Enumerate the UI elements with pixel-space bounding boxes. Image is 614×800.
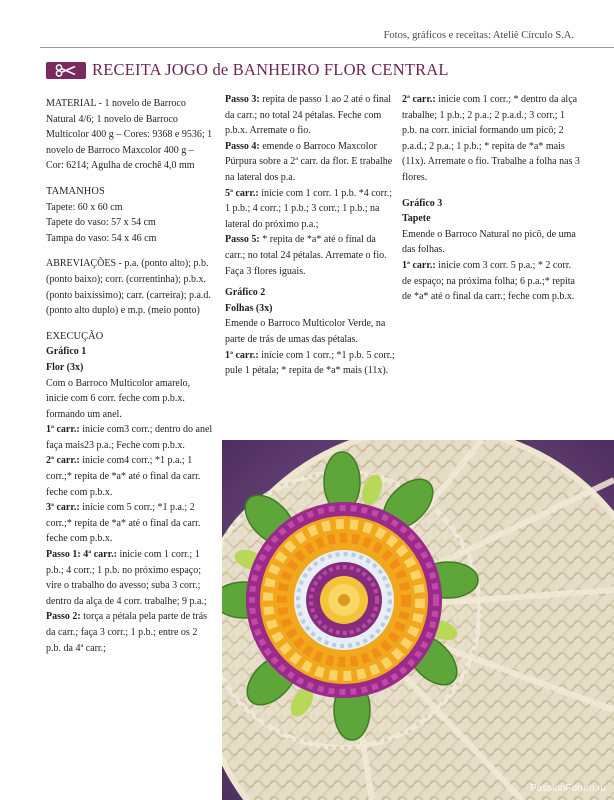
step-row-passo-2: [46, 609, 214, 656]
step-text: torça a pétala pela parte de trás da carr.; faça 3 corr.; 1 p.b.; entre os 2 p.b. da 4ª carr.;: [46, 611, 208, 654]
crochet-flower-photo: [222, 440, 614, 800]
step-label: 1ª carr.:: [402, 259, 436, 271]
step-row-passo-3: [225, 92, 395, 139]
grafico-3-heading: Gráfico 3: [402, 197, 443, 209]
tamanho-tampa-vaso: Tampa do vaso: 54 x 46 cm: [46, 232, 157, 244]
folhas-intro: Emende o Barroco Multicolor Verde, na parte de trás de umas das pétalas.: [225, 318, 386, 345]
step-label: 1ª carr.:: [46, 424, 80, 436]
column-2: [225, 92, 395, 379]
step-text: inicie com4 corr.; *1 p.a.; 1 corr.;* repita de *a* até o final da carr. feche com p.b.x.: [46, 455, 201, 498]
watermark: PassionForum.ru: [529, 783, 606, 794]
step-label: 2ª carr.:: [46, 455, 80, 467]
step-text: inicie com3 corr.; dentro do anel faça mais23 p.a.; Feche com p.b.x.: [46, 424, 213, 451]
tamanho-tapete-vaso: Tapete do vaso: 57 x 54 cm: [46, 217, 156, 229]
step-row-3: [46, 500, 214, 547]
step-row-2: [46, 453, 214, 500]
crochet-illustration: [222, 440, 614, 800]
flor-intro: Com o Barroco Multicolor amarelo, inicie com 6 corr. feche com p.b.x. formando um anel.: [46, 377, 191, 420]
step-label: Passo 5:: [225, 234, 260, 246]
step-row-5: [225, 186, 395, 233]
step-label: Passo 3:: [225, 94, 260, 105]
tapete-intro: Emende o Barroco Natural no picô, de uma das folhas.: [402, 228, 576, 256]
step-row-1: [46, 422, 214, 453]
step-label: 5ª carr.:: [225, 187, 259, 199]
recipe-title-row: [46, 60, 604, 80]
step-row-passo-5: [225, 232, 395, 279]
recipe-title: RECEITA JOGO de BANHEIRO FLOR CENTRAL: [92, 60, 449, 79]
step-text: inicie com 5 corr.; *1 p.a.; 2 corr.;* repita de *a* até o final da carr. feche com p.b.x.: [46, 502, 201, 545]
step-label: 2ª carr.:: [402, 94, 436, 105]
step-text: emende o Barroco Maxcolor Púrpura sobre a 2ª carr. da flor. E trabalhe na lateral dos p.a.: [225, 140, 393, 183]
step-text: inície com 1 corr.; *1 p.b. 5 corr.; pule 1 pétala; * repita de *a* mais (11x).: [225, 349, 395, 377]
tamanho-tapete: Tapete: 60 x 60 cm: [46, 201, 123, 213]
step-label: Passo 2:: [46, 611, 81, 623]
column-1: [46, 96, 214, 656]
flor-heading: Flor (3x): [46, 361, 84, 373]
step-text: inicie com 1 corr.; * dentro da alça trabalhe; 1 p.b.; 2 p.a.; 2 p.a.d.; 3 corr.; 1 p.b. na corr. inicial formando um picô; 2 p.a.d.; 2 p.a.; 1 p.b.; * repita de *a* mais (11x). Arremate o fio. Trabalhe a folha nas 3 flores.: [402, 94, 580, 183]
grafico-2-heading: Gráfico 2: [225, 287, 266, 299]
grafico-1-heading: Gráfico 1: [46, 346, 87, 358]
folhas-heading: Folhas (3x): [225, 302, 273, 314]
execucao-heading: EXECUÇÃO: [46, 330, 104, 342]
step-text: inicie com 1 corr.; 1 p.b.; 4 corr.; 1 p.b. no próximo espaço; vire o trabalho do avesso; suba 3 corr.; dentro da alça de 4 corr. trabalhe; 9 p.a.;: [46, 549, 207, 607]
step-row-folha-2: [402, 92, 580, 186]
step-label: Passo 1: 4ª carr.:: [46, 549, 117, 561]
step-text: * repita de *a* até o final da carr.; no total 24 pétalas. Arremate o fio. Faça 3 flores iguais.: [225, 234, 387, 277]
column-3: [402, 92, 580, 305]
header-divider: [40, 47, 614, 48]
step-row-tapete-1: [402, 258, 580, 305]
step-text: repita de passo 1 ao 2 até o final da carr.; no total 24 pétalas. Feche com p.b.x. Arremate o fio.: [225, 94, 392, 137]
step-row-passo-4: [225, 139, 395, 186]
scissors-icon: [46, 62, 86, 79]
abreviacoes-text: ABREVIAÇÕES - p.a. (ponto alto); p.b. (ponto baixo); corr. (correntinha); p.b.x. (ponto baixíssimo); carr. (carreira); p.a.d. (ponto alto duplo) e m.p. (meio ponto): [46, 258, 211, 317]
step-text: inicie com 3 corr. 5 p.a.; * 2 corr. de espaço; na próxima folha; 6 p.a.;* repita de *a* até o final da carr.; feche com p.b.x.: [402, 259, 575, 303]
step-row-passo-1: [46, 547, 214, 609]
tapete-heading: Tapete: [402, 213, 431, 225]
material-text: MATERIAL - 1 novelo de Barroco Natural 4/6; 1 novelo de Barroco Multicolor 400 g – Cores: 9368 e 9536; 1 novelo de Barroco Maxcolor 400 g – Cor: 6214; Agulha de crochê 4,0 mm: [46, 98, 213, 172]
step-label: 1ª carr.:: [225, 349, 259, 361]
step-text: inicie com 1 corr. 1 p.b. *4 corr.; 1 p.b.; 4 corr.; 1 p.b.; 3 corr.; 1 p.b.; na lateral do próximo p.a.;: [225, 187, 393, 230]
step-row-folha-1: [225, 348, 395, 379]
step-label: Passo 4:: [225, 140, 260, 152]
photo-credit: Fotos, gráficos e receitas: Ateliê Círculo S.A.: [383, 30, 574, 41]
tamanhos-heading: TAMANHOS: [46, 185, 105, 197]
step-label: 3ª carr.:: [46, 502, 80, 514]
